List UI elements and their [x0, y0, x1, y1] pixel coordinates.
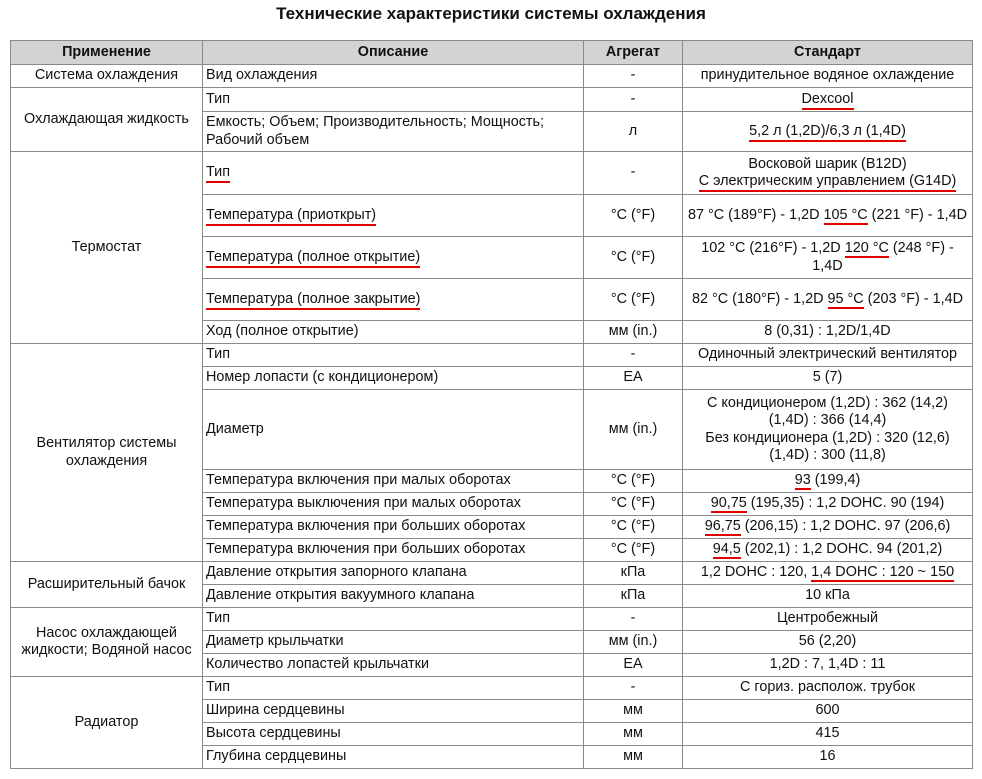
- row-unit: -: [584, 608, 683, 631]
- column-header-unit: Агрегат: [584, 41, 683, 65]
- row-standard: Одиночный электрический вентилятор: [683, 344, 973, 367]
- group-application: Система охлаждения: [11, 65, 203, 88]
- row-standard: 8 (0,31) : 1,2D/1,4D: [683, 321, 973, 344]
- row-description: Диаметр: [203, 390, 584, 470]
- row-description: Количество лопастей крыльчатки: [203, 654, 584, 677]
- row-unit: °C (°F): [584, 470, 683, 493]
- row-description: Температура включения при малых оборотах: [203, 470, 584, 493]
- row-unit: мм: [584, 746, 683, 769]
- row-unit: °C (°F): [584, 516, 683, 539]
- row-unit: -: [584, 88, 683, 112]
- group-application: Термостат: [11, 152, 203, 344]
- standard-line: [686, 173, 969, 191]
- row-standard: [683, 152, 973, 195]
- group-application: Расширительный бачок: [11, 562, 203, 608]
- row-unit: EA: [584, 367, 683, 390]
- column-header-application: Применение: [11, 41, 203, 65]
- highlight-underline: 105 °C: [823, 206, 868, 223]
- group-application: Радиатор: [11, 677, 203, 769]
- row-description: Номер лопасти (с кондиционером): [203, 367, 584, 390]
- standard-line: Без кондиционера (1,2D) : 320 (12,6) (1,4D) : 300 (11,8): [705, 429, 950, 463]
- row-unit: °C (°F): [584, 237, 683, 279]
- row-description: Диаметр крыльчатки: [203, 631, 584, 654]
- row-standard: 1,2D : 7, 1,4D : 11: [683, 654, 973, 677]
- row-unit: EA: [584, 654, 683, 677]
- row-description: Емкость; Объем; Производительность; Мощность; Рабочий объем: [203, 112, 584, 152]
- standard-line: С кондиционером (1,2D) : 362 (14,2) (1,4D) : 366 (14,4): [707, 394, 948, 428]
- row-description: Ход (полное открытие): [203, 321, 584, 344]
- highlight-underline: 120 °C: [844, 240, 889, 256]
- table-row: [11, 88, 973, 112]
- column-header-standard: Стандарт: [683, 41, 973, 65]
- highlight-underline: 95 °C: [827, 290, 864, 307]
- row-unit: -: [584, 677, 683, 700]
- row-unit: мм: [584, 723, 683, 746]
- group-application: Насос охлаждающей жидкости; Водяной насос: [11, 608, 203, 677]
- row-unit: мм: [584, 700, 683, 723]
- row-description: [203, 237, 584, 279]
- row-description: Давление открытия запорного клапана: [203, 562, 584, 585]
- row-standard: 5 (7): [683, 367, 973, 390]
- row-standard: 56 (2,20): [683, 631, 973, 654]
- table-row: [11, 344, 973, 367]
- highlight-underline: 5,2 л (1,2D)/6,3 л (1,4D): [749, 123, 906, 142]
- standard-line: Восковой шарик (B12D): [748, 155, 907, 172]
- row-standard: 87 °C (189°F) - 1,2D 105 °C (221 °F) - 1,4D: [683, 195, 973, 237]
- row-unit: мм (in.): [584, 390, 683, 470]
- highlight-underline: Температура (полное закрытие): [206, 291, 420, 310]
- row-description: Тип: [203, 344, 584, 367]
- row-unit: л: [584, 112, 683, 152]
- row-standard: 90,75 (195,35) : 1,2 DOHC. 90 (194): [683, 493, 973, 516]
- row-unit: -: [584, 65, 683, 88]
- row-unit: -: [584, 152, 683, 195]
- row-unit: -: [584, 344, 683, 367]
- highlight-underline: 90,75: [710, 495, 747, 512]
- row-unit: °C (°F): [584, 195, 683, 237]
- row-unit: мм (in.): [584, 321, 683, 344]
- row-standard: 16: [683, 746, 973, 769]
- table-row: [11, 608, 973, 631]
- row-unit: кПа: [584, 585, 683, 608]
- row-description: Тип: [203, 677, 584, 700]
- table-row: [11, 677, 973, 700]
- table-row: [11, 152, 973, 195]
- row-standard: С гориз. располож. трубок: [683, 677, 973, 700]
- row-standard: 1,2 DOHC : 120, 1,4 DOHC : 120 ~ 150: [683, 562, 973, 585]
- group-application: Охлаждающая жидкость: [11, 88, 203, 152]
- header-row: [11, 41, 973, 65]
- row-description: Давление открытия вакуумного клапана: [203, 585, 584, 608]
- row-unit: °C (°F): [584, 279, 683, 321]
- row-standard: [683, 390, 973, 470]
- row-description: Температура включения при больших оборотах: [203, 516, 584, 539]
- row-description: Ширина сердцевины: [203, 700, 584, 723]
- highlight-underline: 1,4 DOHC : 120 ~ 150: [811, 564, 955, 581]
- row-standard: [683, 88, 973, 112]
- highlight-underline: С электрическим управлением (G14D): [699, 173, 957, 192]
- highlight-underline: Температура (полное открытие): [206, 249, 420, 268]
- row-description: Температура включения при больших оборотах: [203, 539, 584, 562]
- row-unit: °C (°F): [584, 539, 683, 562]
- row-description: Высота сердцевины: [203, 723, 584, 746]
- row-unit: °C (°F): [584, 493, 683, 516]
- row-standard: 102 °C (216°F) - 1,2D 120 °C (248 °F) - 1,4D: [683, 237, 973, 279]
- group-application: Вентилятор системы охлаждения: [11, 344, 203, 562]
- page-title: Технические характеристики системы охлаждения: [276, 4, 706, 23]
- row-standard: 96,75 (206,15) : 1,2 DOHC. 97 (206,6): [683, 516, 973, 539]
- table-row: [11, 65, 973, 88]
- row-standard: принудительное водяное охлаждение: [683, 65, 973, 88]
- highlight-underline: Тип: [206, 164, 230, 183]
- row-unit: кПа: [584, 562, 683, 585]
- row-description: Тип: [203, 608, 584, 631]
- highlight-underline: 93: [794, 472, 811, 489]
- highlight-underline: Температура (приоткрыт): [206, 207, 376, 226]
- highlight-underline: Dexcool: [802, 91, 854, 110]
- row-standard: 82 °C (180°F) - 1,2D 95 °C (203 °F) - 1,4D: [683, 279, 973, 321]
- row-unit: мм (in.): [584, 631, 683, 654]
- table-row: [11, 562, 973, 585]
- row-standard: 415: [683, 723, 973, 746]
- highlight-underline: 94,5: [712, 541, 741, 558]
- cooling-spec-table: [10, 40, 973, 769]
- row-standard: 600: [683, 700, 973, 723]
- row-description: [203, 152, 584, 195]
- row-description: Вид охлаждения: [203, 65, 584, 88]
- row-description: Тип: [203, 88, 584, 112]
- row-description: Глубина сердцевины: [203, 746, 584, 769]
- row-standard: 10 кПа: [683, 585, 973, 608]
- row-standard: 93 (199,4): [683, 470, 973, 493]
- row-standard: 94,5 (202,1) : 1,2 DOHC. 94 (201,2): [683, 539, 973, 562]
- row-standard: [683, 112, 973, 152]
- row-standard: Центробежный: [683, 608, 973, 631]
- row-description: [203, 279, 584, 321]
- row-description: [203, 195, 584, 237]
- column-header-description: Описание: [203, 41, 584, 65]
- highlight-underline: 96,75: [704, 518, 741, 535]
- row-description: Температура выключения при малых оборотах: [203, 493, 584, 516]
